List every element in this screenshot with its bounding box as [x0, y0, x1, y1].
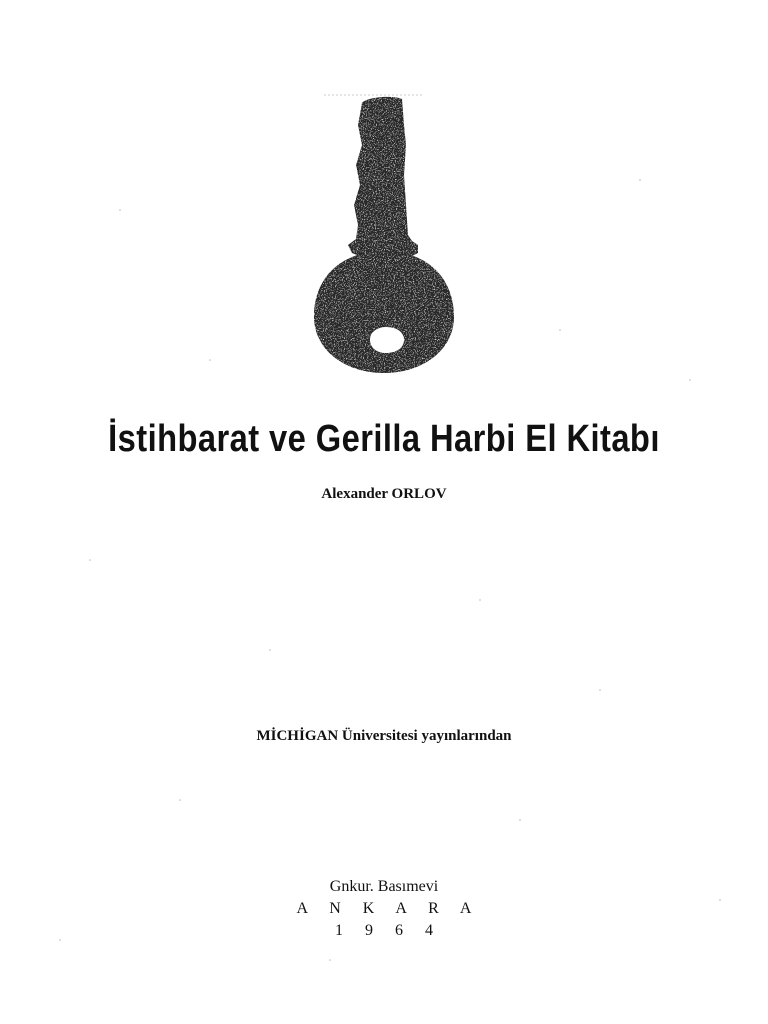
book-author: Alexander ORLOV: [321, 486, 447, 502]
imprint-year: 1 9 6 4: [335, 922, 442, 939]
book-title: İstihbarat ve Gerilla Harbi El Kitabı: [108, 418, 660, 460]
imprint: [0, 876, 768, 942]
publisher-line: MİCHİGAN Üniversitesi yayınlarından: [256, 728, 512, 744]
press-name: Gnkur. Basımevi: [329, 878, 439, 895]
key-illustration: [300, 85, 470, 385]
imprint-city: A N K A R A: [296, 900, 481, 917]
key-icon: [300, 85, 470, 385]
